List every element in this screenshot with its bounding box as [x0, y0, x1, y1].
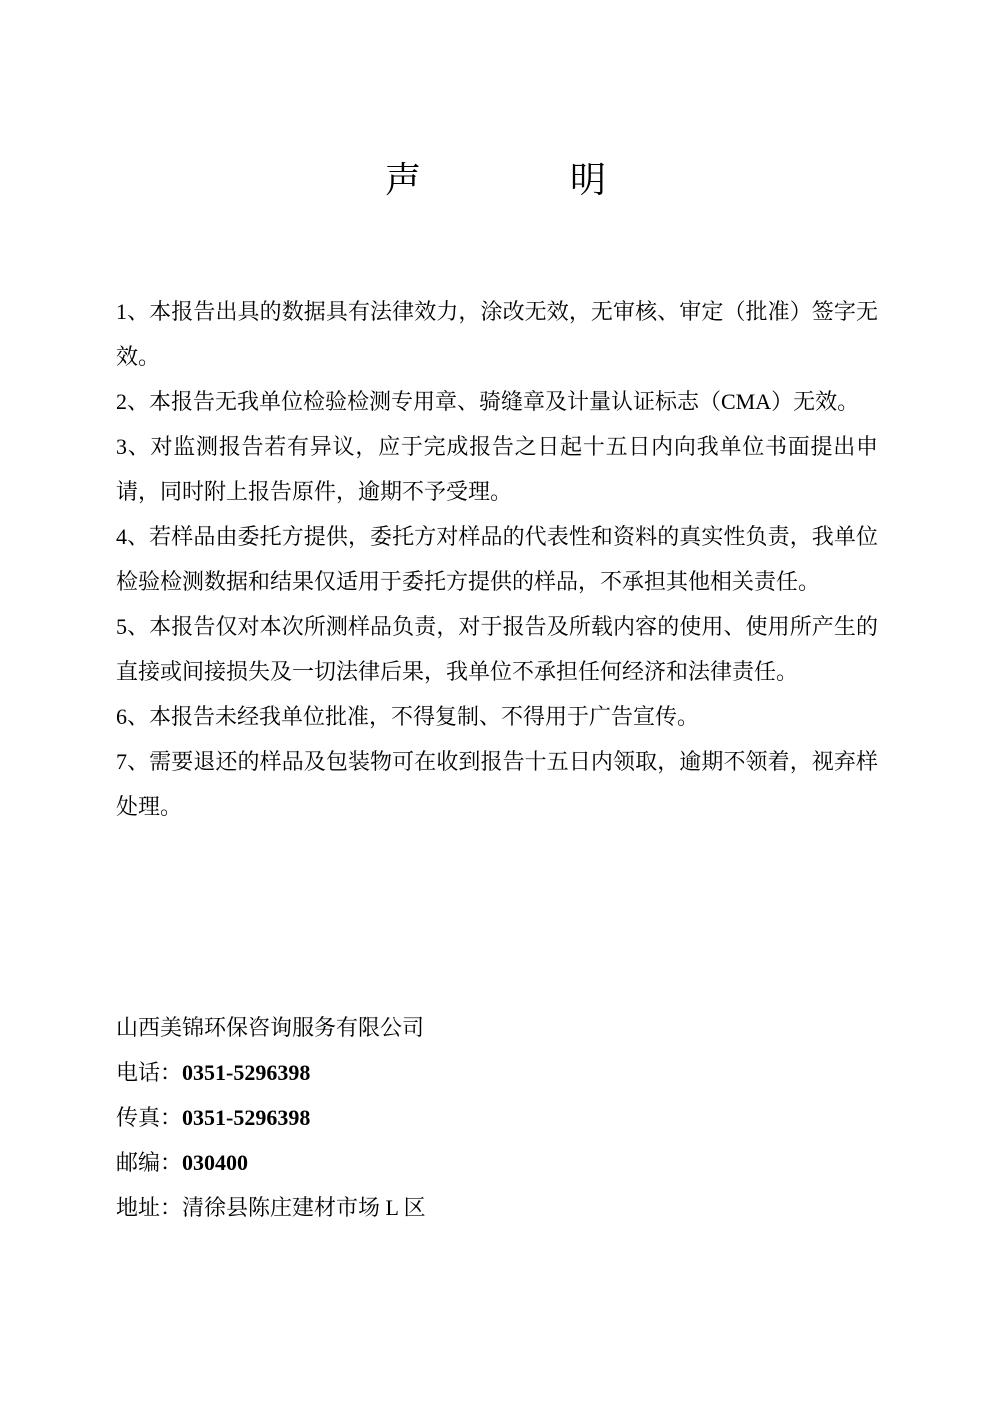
- statement-item: 3、对监测报告若有异议，应于完成报告之日起十五日内向我单位书面提出申请，同时附上报告原件，逾期不予受理。: [116, 434, 878, 504]
- contact-line: [116, 1095, 878, 1140]
- statement-item: 5、本报告仅对本次所测样品负责，对于报告及所载内容的使用、使用所产生的直接或间接损失及一切法律后果，我单位不承担任何经济和法律责任。: [116, 614, 878, 684]
- contact-label: 地址：: [116, 1195, 183, 1220]
- company-name: 山西美锦环保咨询服务有限公司: [116, 1015, 425, 1040]
- address: 清徐县陈庄建材市场 L 区: [182, 1195, 426, 1220]
- contact-line: [116, 1185, 878, 1230]
- statement-item: 2、本报告无我单位检验检测专用章、骑缝章及计量认证标志（CMA）无效。: [116, 389, 860, 414]
- phone-number: 0351-5296398: [182, 1060, 311, 1085]
- contact-line: [116, 1140, 878, 1185]
- fax-number: 0351-5296398: [182, 1105, 311, 1130]
- statement-item: 4、若样品由委托方提供，委托方对样品的代表性和资料的真实性负责，我单位检验检测数据和结果仅适用于委托方提供的样品，不承担其他相关责任。: [116, 524, 878, 594]
- contact-label: 电话：: [116, 1060, 183, 1085]
- contact-line: [116, 1050, 878, 1095]
- contact-label: 邮编：: [116, 1150, 183, 1175]
- statement-list: [116, 289, 878, 829]
- postal-code: 030400: [182, 1150, 249, 1175]
- document-title: 声 明: [384, 160, 607, 200]
- statement-item: 1、本报告出具的数据具有法律效力，涂改无效，无审核、审定（批准）签字无效。: [116, 299, 878, 369]
- contact-label: 传真：: [116, 1105, 183, 1130]
- statement-item: 6、本报告未经我单位批准，不得复制、不得用于广告宣传。: [116, 704, 700, 729]
- statement-item: 7、需要退还的样品及包装物可在收到报告十五日内领取，逾期不领着，视弃样处理。: [116, 749, 878, 819]
- company-info: [116, 1005, 878, 1230]
